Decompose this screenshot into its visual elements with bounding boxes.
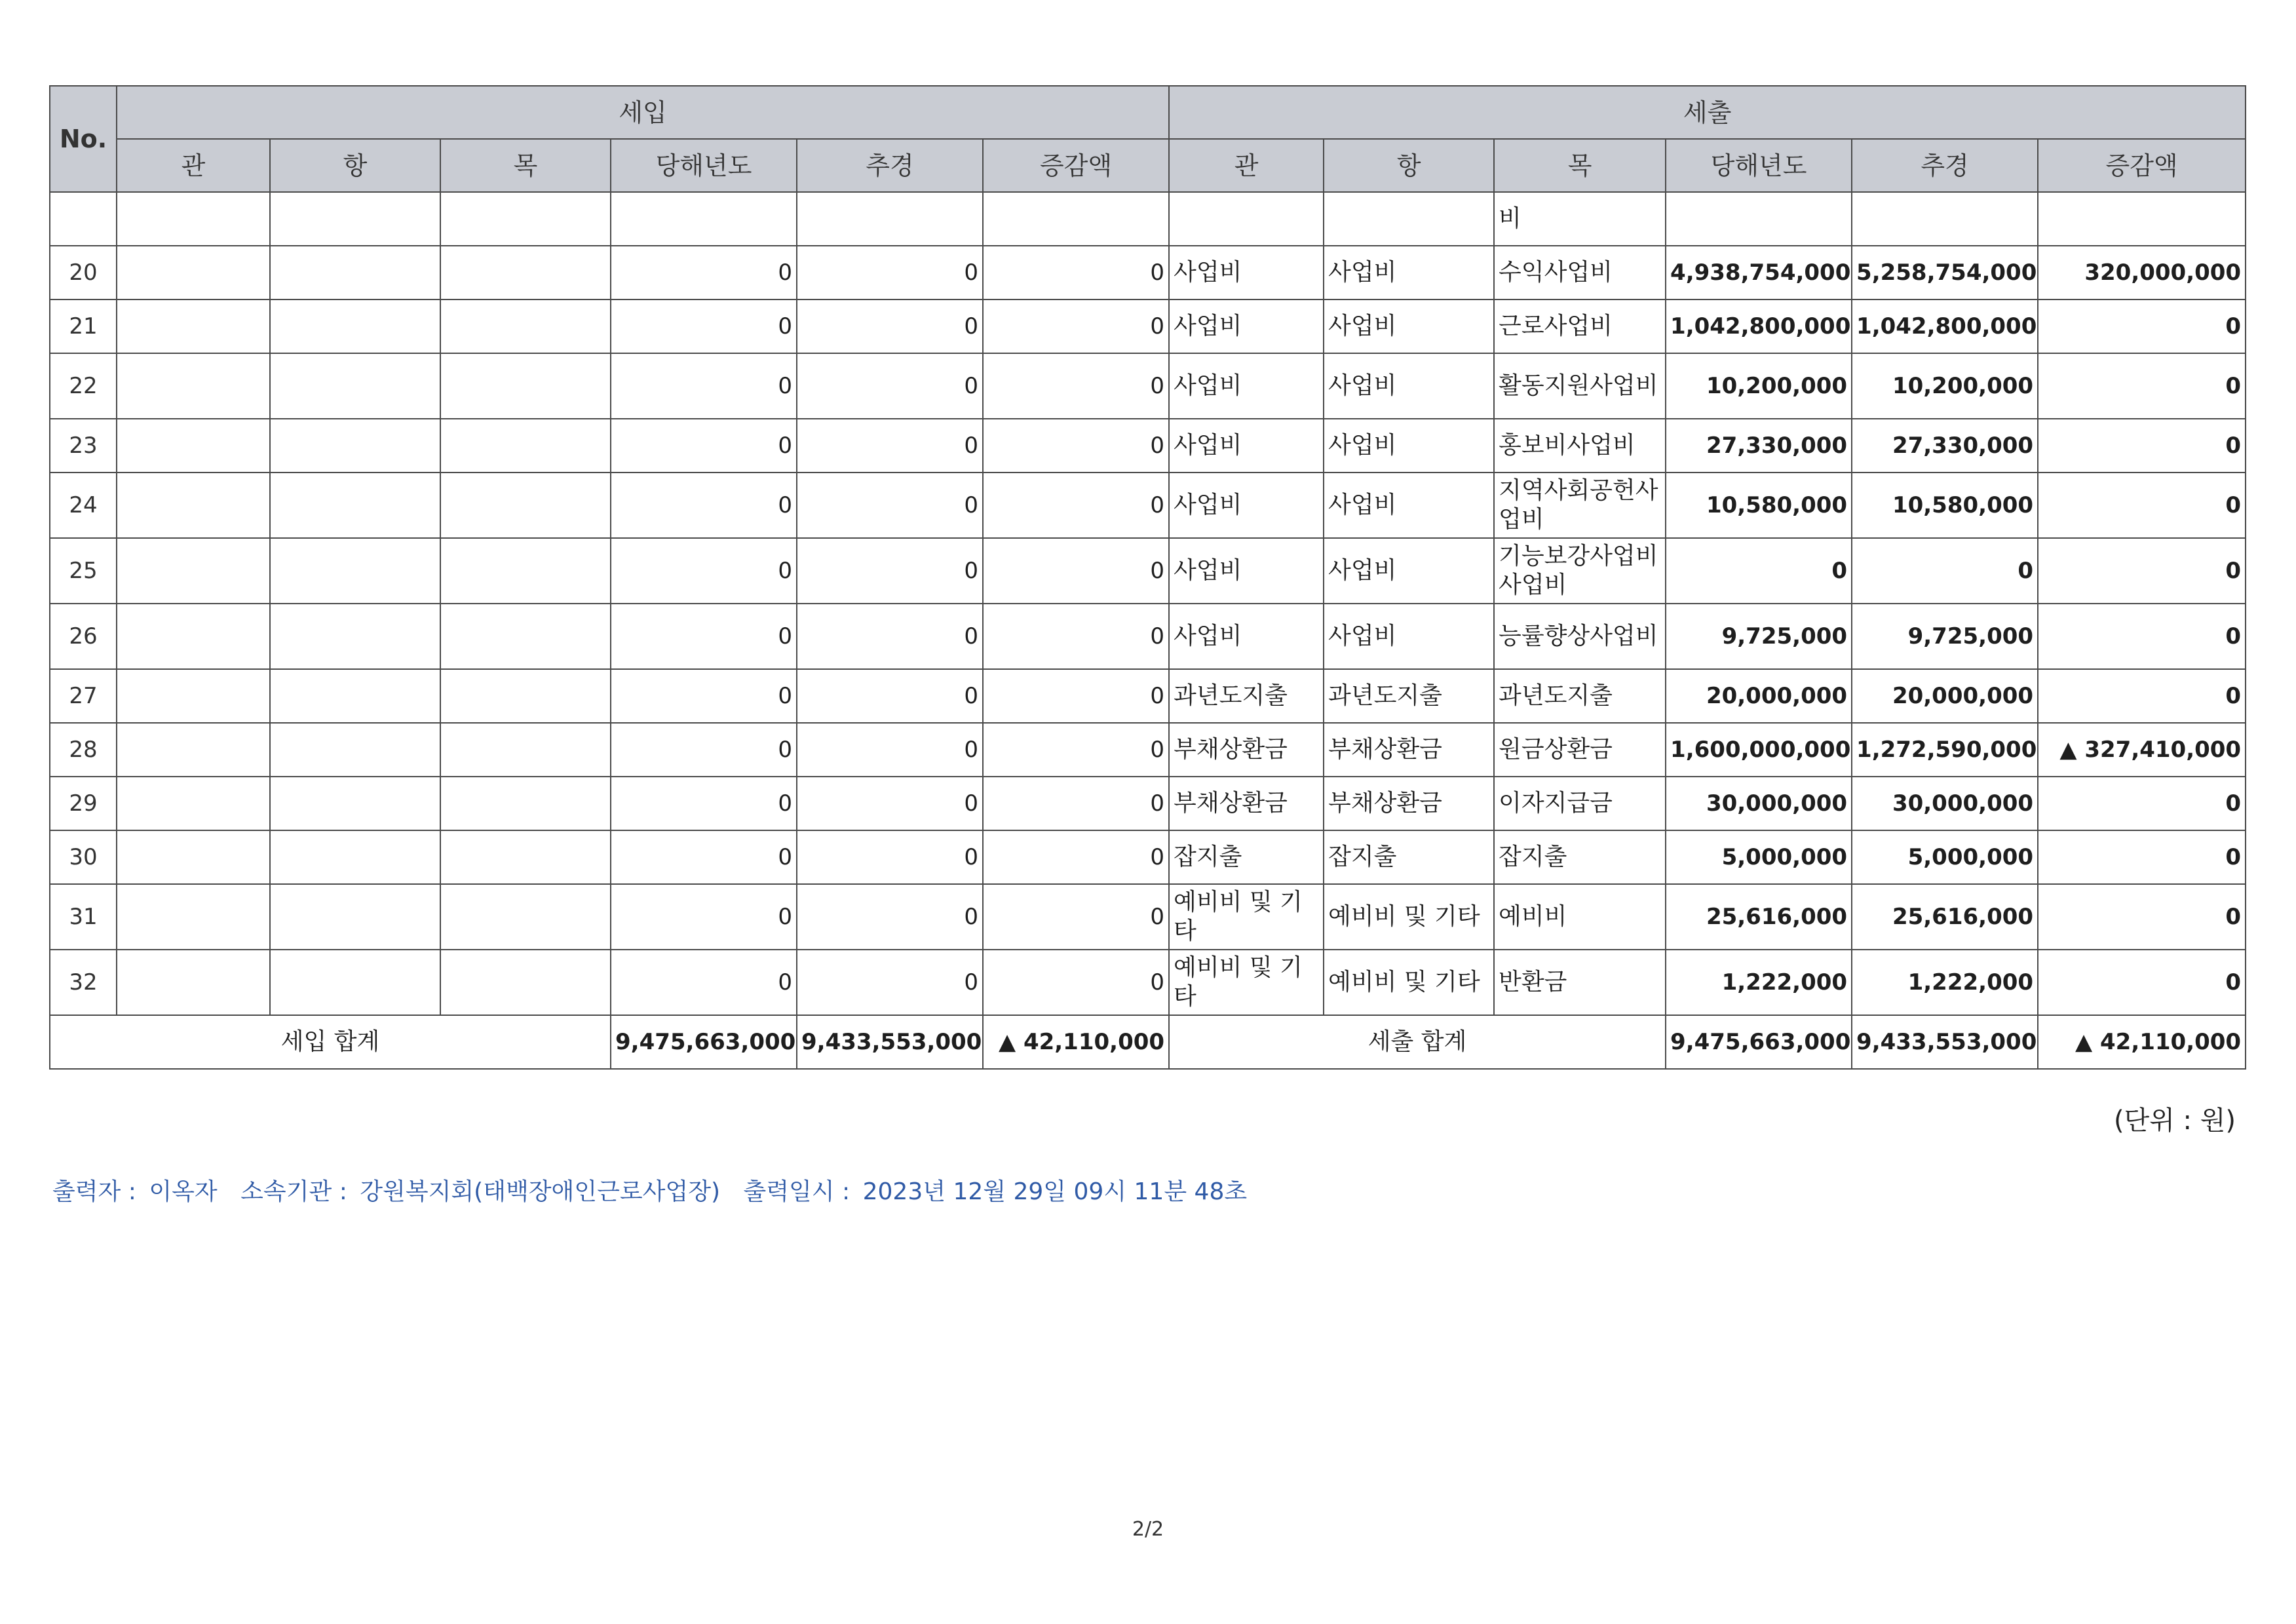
table-row (50, 830, 2246, 884)
revenue-current-cell (611, 192, 797, 246)
revenue-mok-cell (440, 777, 611, 830)
expense-supplementary-cell: 27,330,000 (1852, 419, 2038, 473)
expense-gwan-cell: 잡지출 (1169, 830, 1324, 884)
revenue-supplementary-cell: 0 (797, 246, 983, 300)
expense-mok-cell: 반환금 (1494, 950, 1666, 1015)
revenue-gwan-cell (117, 669, 270, 723)
revenue-supplementary-cell: 0 (797, 950, 983, 1015)
revenue-diff-cell: 0 (983, 246, 1169, 300)
row-number: 31 (50, 884, 117, 950)
expense-hang-cell: 사업비 (1324, 473, 1494, 538)
expense-diff-cell: 0 (2038, 604, 2246, 669)
revenue-hang-cell (270, 538, 440, 604)
table-header (50, 86, 2246, 192)
revenue-hang-cell (270, 604, 440, 669)
revenue-current-cell: 0 (611, 419, 797, 473)
revenue-diff-cell: 0 (983, 604, 1169, 669)
expense-diff-cell: 0 (2038, 300, 2246, 353)
revenue-gwan-cell (117, 473, 270, 538)
expense-col-diff: 증감액 (2038, 139, 2246, 192)
printer-name: 이옥자 (149, 1178, 218, 1205)
expense-supplementary-cell (1852, 192, 2038, 246)
revenue-current-cell: 0 (611, 830, 797, 884)
expense-mok-cell: 과년도지출 (1494, 669, 1666, 723)
table-row (50, 192, 2246, 246)
expense-current-cell: 0 (1666, 538, 1852, 604)
expense-supplementary-cell: 0 (1852, 538, 2038, 604)
revenue-diff-cell: 0 (983, 950, 1169, 1015)
revenue-gwan-cell (117, 246, 270, 300)
revenue-supplementary-cell: 0 (797, 538, 983, 604)
expense-current-cell: 20,000,000 (1666, 669, 1852, 723)
revenue-hang-cell (270, 723, 440, 777)
revenue-col-gwan: 관 (117, 139, 270, 192)
expense-hang-cell: 사업비 (1324, 246, 1494, 300)
revenue-gwan-cell (117, 830, 270, 884)
expense-gwan-cell: 부채상환금 (1169, 777, 1324, 830)
expense-group-header: 세출 (1169, 86, 2246, 139)
revenue-diff-cell: 0 (983, 777, 1169, 830)
expense-gwan-cell: 부채상환금 (1169, 723, 1324, 777)
expense-hang-cell: 부채상환금 (1324, 723, 1494, 777)
revenue-gwan-cell (117, 419, 270, 473)
revenue-current-cell: 0 (611, 669, 797, 723)
table-row (50, 300, 2246, 353)
revenue-hang-cell (270, 884, 440, 950)
revenue-mok-cell (440, 246, 611, 300)
expense-diff-cell: 0 (2038, 830, 2246, 884)
revenue-gwan-cell (117, 604, 270, 669)
expense-gwan-cell: 예비비 및 기타 (1169, 950, 1324, 1015)
expense-supplementary-cell: 1,272,590,000 (1852, 723, 2038, 777)
revenue-diff-cell (983, 192, 1169, 246)
expense-current-cell (1666, 192, 1852, 246)
revenue-hang-cell (270, 669, 440, 723)
expense-hang-cell: 사업비 (1324, 353, 1494, 419)
table-row (50, 473, 2246, 538)
revenue-current-cell: 0 (611, 353, 797, 419)
revenue-supplementary-cell: 0 (797, 473, 983, 538)
table-row (50, 884, 2246, 950)
expense-gwan-cell: 과년도지출 (1169, 669, 1324, 723)
expense-diff-cell: 0 (2038, 950, 2246, 1015)
revenue-supplementary-cell: 0 (797, 604, 983, 669)
revenue-current-cell: 0 (611, 604, 797, 669)
expense-diff-cell: ▲ 327,410,000 (2038, 723, 2246, 777)
expense-gwan-cell: 사업비 (1169, 473, 1324, 538)
revenue-mok-cell (440, 604, 611, 669)
row-number: 20 (50, 246, 117, 300)
expense-current-cell: 1,222,000 (1666, 950, 1852, 1015)
expense-gwan-cell (1169, 192, 1324, 246)
expense-supplementary-cell: 1,042,800,000 (1852, 300, 2038, 353)
expense-hang-cell: 과년도지출 (1324, 669, 1494, 723)
revenue-total-diff: ▲ 42,110,000 (983, 1015, 1169, 1069)
expense-current-cell: 5,000,000 (1666, 830, 1852, 884)
revenue-mok-cell (440, 669, 611, 723)
revenue-current-cell: 0 (611, 246, 797, 300)
expense-hang-cell: 부채상환금 (1324, 777, 1494, 830)
revenue-mok-cell (440, 419, 611, 473)
table-row (50, 669, 2246, 723)
revenue-total-supplementary: 9,433,553,000 (797, 1015, 983, 1069)
expense-col-current: 당해년도 (1666, 139, 1852, 192)
org-name: 강원복지회(태백장애인근로사업장) (360, 1178, 721, 1205)
revenue-current-cell: 0 (611, 473, 797, 538)
expense-mok-cell: 비 (1494, 192, 1666, 246)
revenue-group-header: 세입 (117, 86, 1169, 139)
expense-diff-cell: 0 (2038, 669, 2246, 723)
row-number: 28 (50, 723, 117, 777)
expense-mok-cell: 예비비 (1494, 884, 1666, 950)
expense-diff-cell (2038, 192, 2246, 246)
revenue-diff-cell: 0 (983, 353, 1169, 419)
expense-current-cell: 27,330,000 (1666, 419, 1852, 473)
revenue-mok-cell (440, 192, 611, 246)
expense-hang-cell: 예비비 및 기타 (1324, 884, 1494, 950)
expense-mok-cell: 능률향상사업비 (1494, 604, 1666, 669)
expense-hang-cell: 예비비 및 기타 (1324, 950, 1494, 1015)
revenue-hang-cell (270, 192, 440, 246)
revenue-hang-cell (270, 777, 440, 830)
revenue-current-cell: 0 (611, 777, 797, 830)
revenue-current-cell: 0 (611, 950, 797, 1015)
revenue-supplementary-cell: 0 (797, 419, 983, 473)
table-row (50, 723, 2246, 777)
expense-current-cell: 10,580,000 (1666, 473, 1852, 538)
revenue-gwan-cell (117, 192, 270, 246)
revenue-col-current: 당해년도 (611, 139, 797, 192)
row-number: 32 (50, 950, 117, 1015)
revenue-supplementary-cell: 0 (797, 300, 983, 353)
revenue-diff-cell: 0 (983, 884, 1169, 950)
revenue-diff-cell: 0 (983, 669, 1169, 723)
expense-supplementary-cell: 30,000,000 (1852, 777, 2038, 830)
revenue-col-supplementary: 추경 (797, 139, 983, 192)
revenue-supplementary-cell: 0 (797, 777, 983, 830)
revenue-diff-cell: 0 (983, 300, 1169, 353)
revenue-mok-cell (440, 723, 611, 777)
table-row (50, 419, 2246, 473)
row-number: 23 (50, 419, 117, 473)
revenue-gwan-cell (117, 723, 270, 777)
expense-hang-cell: 사업비 (1324, 604, 1494, 669)
revenue-mok-cell (440, 300, 611, 353)
revenue-mok-cell (440, 950, 611, 1015)
revenue-col-diff: 증감액 (983, 139, 1169, 192)
expense-current-cell: 1,042,800,000 (1666, 300, 1852, 353)
revenue-mok-cell (440, 884, 611, 950)
expense-mok-cell: 근로사업비 (1494, 300, 1666, 353)
expense-supplementary-cell: 10,580,000 (1852, 473, 2038, 538)
revenue-mok-cell (440, 538, 611, 604)
revenue-current-cell: 0 (611, 300, 797, 353)
revenue-diff-cell: 0 (983, 473, 1169, 538)
revenue-gwan-cell (117, 950, 270, 1015)
expense-current-cell: 10,200,000 (1666, 353, 1852, 419)
row-number: 29 (50, 777, 117, 830)
revenue-current-cell: 0 (611, 723, 797, 777)
revenue-hang-cell (270, 473, 440, 538)
expense-hang-cell: 사업비 (1324, 538, 1494, 604)
revenue-mok-cell (440, 353, 611, 419)
expense-mok-cell: 홍보비사업비 (1494, 419, 1666, 473)
page-number: 2/2 (1132, 1518, 1164, 1541)
expense-col-mok: 목 (1494, 139, 1666, 192)
revenue-supplementary-cell: 0 (797, 353, 983, 419)
table-row (50, 246, 2246, 300)
expense-mok-cell: 활동지원사업비 (1494, 353, 1666, 419)
row-number: 26 (50, 604, 117, 669)
expense-mok-cell: 이자지급금 (1494, 777, 1666, 830)
revenue-gwan-cell (117, 353, 270, 419)
print-date-value: 2023년 12월 29일 09시 11분 48초 (862, 1178, 1248, 1205)
revenue-hang-cell (270, 246, 440, 300)
expense-hang-cell: 잡지출 (1324, 830, 1494, 884)
expense-supplementary-cell: 5,000,000 (1852, 830, 2038, 884)
expense-current-cell: 4,938,754,000 (1666, 246, 1852, 300)
expense-supplementary-cell: 1,222,000 (1852, 950, 2038, 1015)
expense-supplementary-cell: 10,200,000 (1852, 353, 2038, 419)
revenue-hang-cell (270, 353, 440, 419)
expense-gwan-cell: 사업비 (1169, 246, 1324, 300)
expense-mok-cell: 원금상환금 (1494, 723, 1666, 777)
expense-mok-cell: 잡지출 (1494, 830, 1666, 884)
expense-diff-cell: 0 (2038, 538, 2246, 604)
expense-gwan-cell: 사업비 (1169, 419, 1324, 473)
revenue-supplementary-cell (797, 192, 983, 246)
revenue-col-mok: 목 (440, 139, 611, 192)
expense-hang-cell (1324, 192, 1494, 246)
expense-col-gwan: 관 (1169, 139, 1324, 192)
budget-table (49, 85, 2246, 1070)
expense-total-label: 세출 합계 (1169, 1015, 1666, 1069)
revenue-supplementary-cell: 0 (797, 723, 983, 777)
revenue-total-label: 세입 합계 (50, 1015, 611, 1069)
expense-mok-cell: 지역사회공헌사업비 (1494, 473, 1666, 538)
revenue-supplementary-cell: 0 (797, 669, 983, 723)
table-row (50, 604, 2246, 669)
revenue-diff-cell: 0 (983, 538, 1169, 604)
expense-hang-cell: 사업비 (1324, 300, 1494, 353)
revenue-gwan-cell (117, 777, 270, 830)
row-number: 25 (50, 538, 117, 604)
revenue-mok-cell (440, 473, 611, 538)
expense-diff-cell: 0 (2038, 884, 2246, 950)
revenue-mok-cell (440, 830, 611, 884)
expense-diff-cell: 0 (2038, 419, 2246, 473)
table-row (50, 353, 2246, 419)
org-label: 소속기관 : (240, 1178, 347, 1205)
expense-supplementary-cell: 9,725,000 (1852, 604, 2038, 669)
expense-current-cell: 30,000,000 (1666, 777, 1852, 830)
expense-diff-cell: 0 (2038, 777, 2246, 830)
expense-mok-cell: 기능보강사업비사업비 (1494, 538, 1666, 604)
expense-gwan-cell: 사업비 (1169, 300, 1324, 353)
table-body (50, 192, 2246, 1015)
row-number: 27 (50, 669, 117, 723)
revenue-hang-cell (270, 300, 440, 353)
expense-total-supplementary: 9,433,553,000 (1852, 1015, 2038, 1069)
expense-supplementary-cell: 20,000,000 (1852, 669, 2038, 723)
revenue-supplementary-cell: 0 (797, 830, 983, 884)
expense-mok-cell: 수익사업비 (1494, 246, 1666, 300)
expense-gwan-cell: 사업비 (1169, 604, 1324, 669)
revenue-hang-cell (270, 950, 440, 1015)
table-row (50, 538, 2246, 604)
table-row (50, 950, 2246, 1015)
revenue-supplementary-cell: 0 (797, 884, 983, 950)
expense-diff-cell: 0 (2038, 353, 2246, 419)
expense-current-cell: 1,600,000,000 (1666, 723, 1852, 777)
table-row (50, 777, 2246, 830)
row-number: 30 (50, 830, 117, 884)
print-info-footer (52, 1173, 1263, 1207)
expense-col-supplementary: 추경 (1852, 139, 2038, 192)
expense-total-diff: ▲ 42,110,000 (2038, 1015, 2246, 1069)
expense-current-cell: 25,616,000 (1666, 884, 1852, 950)
expense-supplementary-cell: 25,616,000 (1852, 884, 2038, 950)
expense-gwan-cell: 예비비 및 기타 (1169, 884, 1324, 950)
expense-current-cell: 9,725,000 (1666, 604, 1852, 669)
expense-gwan-cell: 사업비 (1169, 353, 1324, 419)
revenue-current-cell: 0 (611, 884, 797, 950)
printer-label: 출력자 : (52, 1178, 136, 1205)
revenue-col-hang: 항 (270, 139, 440, 192)
expense-gwan-cell: 사업비 (1169, 538, 1324, 604)
revenue-gwan-cell (117, 538, 270, 604)
expense-total-current: 9,475,663,000 (1666, 1015, 1852, 1069)
row-number (50, 192, 117, 246)
expense-hang-cell: 사업비 (1324, 419, 1494, 473)
revenue-diff-cell: 0 (983, 723, 1169, 777)
revenue-hang-cell (270, 830, 440, 884)
unit-note: (단위 : 원) (2113, 1106, 2236, 1136)
expense-diff-cell: 0 (2038, 473, 2246, 538)
revenue-total-current: 9,475,663,000 (611, 1015, 797, 1069)
expense-diff-cell: 320,000,000 (2038, 246, 2246, 300)
expense-col-hang: 항 (1324, 139, 1494, 192)
revenue-hang-cell (270, 419, 440, 473)
revenue-gwan-cell (117, 884, 270, 950)
row-number: 21 (50, 300, 117, 353)
print-date-label: 출력일시 : (743, 1178, 851, 1205)
row-number: 24 (50, 473, 117, 538)
revenue-diff-cell: 0 (983, 830, 1169, 884)
row-number: 22 (50, 353, 117, 419)
revenue-diff-cell: 0 (983, 419, 1169, 473)
table-totals (50, 1015, 2246, 1069)
no-header: No. (50, 86, 117, 192)
revenue-current-cell: 0 (611, 538, 797, 604)
expense-supplementary-cell: 5,258,754,000 (1852, 246, 2038, 300)
revenue-gwan-cell (117, 300, 270, 353)
